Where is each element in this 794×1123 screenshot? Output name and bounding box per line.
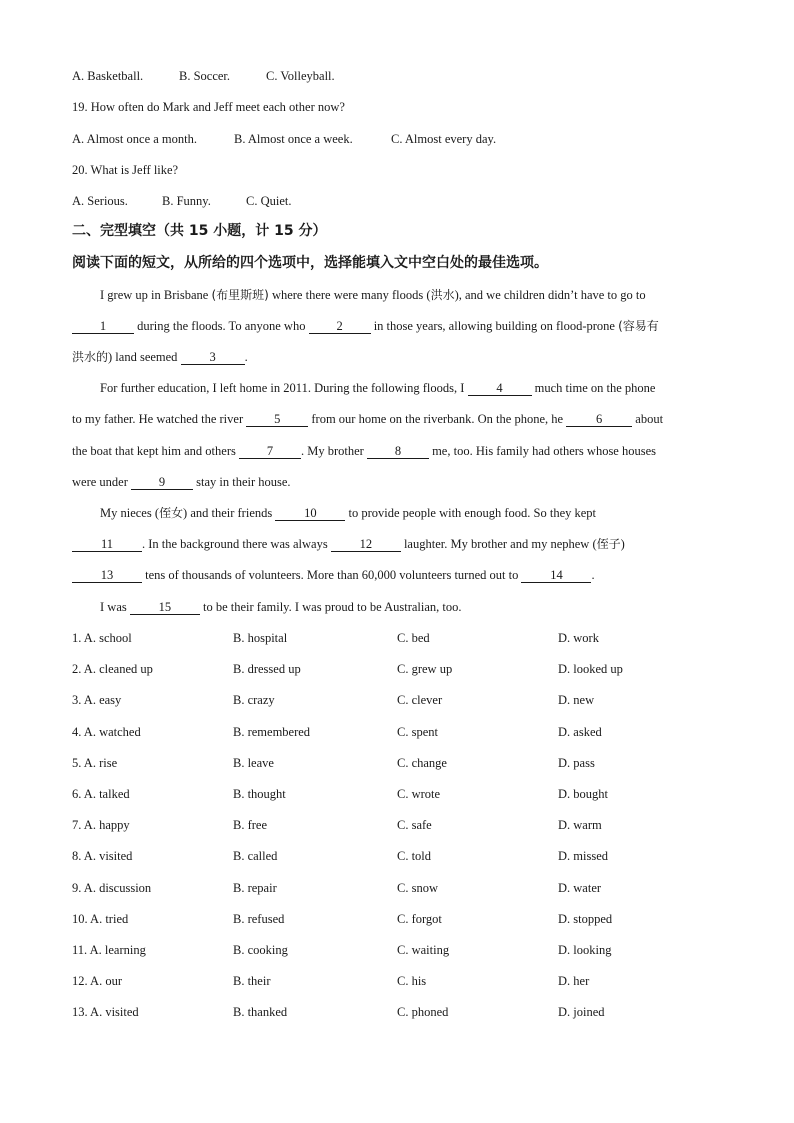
option-a: 8. A. visited <box>72 849 133 863</box>
passage-p2-line3 <box>72 443 656 459</box>
passage-p2-line4 <box>72 474 291 490</box>
text: laughter. My brother and my nephew ( <box>400 537 597 551</box>
section-instruction: 阅读下面的短文，从所给的四个选项中，选择能填入文中空白处的最佳选项。 <box>72 255 548 271</box>
text: I grew up in Brisbane <box>100 288 212 302</box>
blank-8: 8 <box>367 444 429 459</box>
passage-p3-line3: 13 tens of thousands of volunteers. More than 60,000 volunteers turned out to 14 . <box>72 567 595 583</box>
option-d: D. stopped <box>558 912 613 926</box>
option-row <box>72 1004 722 1020</box>
option-c: C. snow <box>397 881 438 895</box>
option-d: D. asked <box>558 725 602 739</box>
text: to provide people with enough food. So they kept <box>345 506 597 520</box>
blank-6: 6 <box>566 412 632 427</box>
q18-option-a: A. Basketball. <box>72 69 144 83</box>
option-b: B. free <box>233 818 268 832</box>
option-a: 13. A. visited <box>72 1005 139 1019</box>
option-b: B. called <box>233 849 278 863</box>
chinese-gloss: 侄子 <box>596 537 621 551</box>
text: tens of thousands of volunteers. More than 60,000 volunteers turned out to <box>142 568 522 582</box>
blank-3: 3 <box>181 350 245 365</box>
text: during the floods. To anyone who <box>134 319 309 333</box>
chinese-gloss: 侄女 <box>159 506 184 520</box>
option-c: C. grew up <box>397 662 453 676</box>
option-d: D. her <box>558 974 590 988</box>
q20-option-b: B. Funny. <box>162 194 211 208</box>
text: in those years, allowing building on flood-prone <box>370 319 619 333</box>
option-b: B. cooking <box>233 943 288 957</box>
passage-p3-line1 <box>100 505 596 521</box>
text: about <box>632 412 664 426</box>
q18-option-b: B. Soccer. <box>179 69 231 83</box>
option-c: C. waiting <box>397 943 450 957</box>
blank-13: 13 <box>72 568 142 583</box>
q20-option-c: C. Quiet. <box>246 194 292 208</box>
option-a: 6. A. talked <box>72 787 130 801</box>
option-row <box>72 786 722 802</box>
text: the boat that kept him and others <box>72 444 239 458</box>
option-a: 1. A. school <box>72 631 132 645</box>
q19-question: 19. How often do Mark and Jeff meet each other now? <box>72 100 345 114</box>
option-d: D. new <box>558 693 595 707</box>
text: stay in their house. <box>193 475 291 489</box>
passage-p1-line3: 洪水的) land seemed 3 . <box>72 350 248 364</box>
option-a: 4. A. watched <box>72 725 141 739</box>
option-c: C. clever <box>397 693 443 707</box>
option-d: D. joined <box>558 1005 605 1019</box>
option-b: B. thought <box>233 787 286 801</box>
option-c: C. spent <box>397 725 438 739</box>
passage-p2-line1 <box>100 380 655 396</box>
option-c: C. phoned <box>397 1005 449 1019</box>
passage-p1-line2 <box>72 318 659 334</box>
text: much time on the phone <box>531 381 656 395</box>
option-a: 3. A. easy <box>72 693 122 707</box>
option-a: 2. A. cleaned up <box>72 662 153 676</box>
blank-1: 1 <box>72 319 134 334</box>
chinese-gloss: (布里斯班) <box>211 288 269 302</box>
option-b: B. dressed up <box>233 662 301 676</box>
chinese-gloss: (容易有 <box>618 319 659 333</box>
option-c: C. forgot <box>397 912 442 926</box>
option-d: D. work <box>558 631 599 645</box>
option-c: C. bed <box>397 631 430 645</box>
text: . My brother <box>300 444 367 458</box>
blank-4: 4 <box>468 381 532 396</box>
option-a: 9. A. discussion <box>72 881 152 895</box>
passage-p3-line2 <box>72 536 625 552</box>
option-a: 7. A. happy <box>72 818 130 832</box>
text: ) <box>620 537 625 551</box>
text: For further education, I left home in 2011. During the following floods, I <box>100 381 468 395</box>
option-row <box>72 942 722 958</box>
option-b: B. their <box>233 974 271 988</box>
q18-option-c: C. Volleyball. <box>266 69 335 83</box>
option-b: B. repair <box>233 881 277 895</box>
option-row <box>72 911 722 927</box>
text: were under <box>72 475 131 489</box>
option-c: C. wrote <box>397 787 441 801</box>
option-d: D. looking <box>558 943 612 957</box>
option-a: 12. A. our <box>72 974 122 988</box>
option-row <box>72 755 722 771</box>
option-d: D. warm <box>558 818 602 832</box>
option-c: C. safe <box>397 818 432 832</box>
blank-14: 14 <box>521 568 591 583</box>
chinese-gloss: 洪水 <box>430 288 455 302</box>
option-b: B. crazy <box>233 693 275 707</box>
q19-option-a: A. Almost once a month. <box>72 132 197 146</box>
text: ) and their friends <box>183 506 276 520</box>
option-row <box>72 973 722 989</box>
option-row <box>72 661 722 677</box>
text: me, too. His family had others whose houses <box>428 444 657 458</box>
chinese-gloss: 洪水的 <box>72 350 109 364</box>
q20-options <box>72 193 722 209</box>
text: ), and we children didn’t have to go to <box>454 288 646 302</box>
option-b: B. refused <box>233 912 285 926</box>
q19-options <box>72 131 722 147</box>
text: I was <box>100 600 130 614</box>
blank-9: 9 <box>131 475 193 490</box>
option-a: 11. A. learning <box>72 943 146 957</box>
option-d: D. missed <box>558 849 608 863</box>
option-b: B. thanked <box>233 1005 288 1019</box>
option-row <box>72 692 722 708</box>
section-heading: 二、完型填空（共 15 小题，计 15 分） <box>72 223 327 239</box>
option-c: C. his <box>397 974 427 988</box>
blank-10: 10 <box>275 506 345 521</box>
text: to my father. He watched the river <box>72 412 247 426</box>
blank-2: 2 <box>309 319 371 334</box>
option-d: D. water <box>558 881 602 895</box>
text: My nieces ( <box>100 506 160 520</box>
q20-question: 20. What is Jeff like? <box>72 163 179 177</box>
q19-option-b: B. Almost once a week. <box>234 132 353 146</box>
blank-12: 12 <box>331 537 401 552</box>
option-c: C. change <box>397 756 447 770</box>
option-a: 10. A. tried <box>72 912 129 926</box>
option-b: B. hospital <box>233 631 288 645</box>
option-d: D. looked up <box>558 662 623 676</box>
passage-p1-line1 <box>100 287 646 303</box>
text: where there were many floods ( <box>268 288 431 302</box>
text: ) land seemed <box>108 350 181 364</box>
option-b: B. remembered <box>233 725 311 739</box>
blank-7: 7 <box>239 444 301 459</box>
q18-options <box>72 68 722 84</box>
q19-option-c: C. Almost every day. <box>391 132 497 146</box>
blank-15: 15 <box>130 600 200 615</box>
option-d: D. pass <box>558 756 595 770</box>
option-row <box>72 848 722 864</box>
text: to be their family. I was proud to be Australian, too. <box>199 600 462 614</box>
blank-11: 11 <box>72 537 142 552</box>
option-a: 5. A. rise <box>72 756 118 770</box>
option-row <box>72 880 722 896</box>
option-c: C. told <box>397 849 432 863</box>
text: . In the background there was always <box>142 537 331 551</box>
option-d: D. bought <box>558 787 608 801</box>
option-row <box>72 630 722 646</box>
passage-p2-line2 <box>72 411 663 427</box>
option-row <box>72 817 722 833</box>
passage-p4-line1 <box>100 599 462 615</box>
q20-option-a: A. Serious. <box>72 194 128 208</box>
text: from our home on the riverbank. On the phone, he <box>308 412 567 426</box>
option-row <box>72 724 722 740</box>
option-b: B. leave <box>233 756 274 770</box>
blank-5: 5 <box>246 412 308 427</box>
